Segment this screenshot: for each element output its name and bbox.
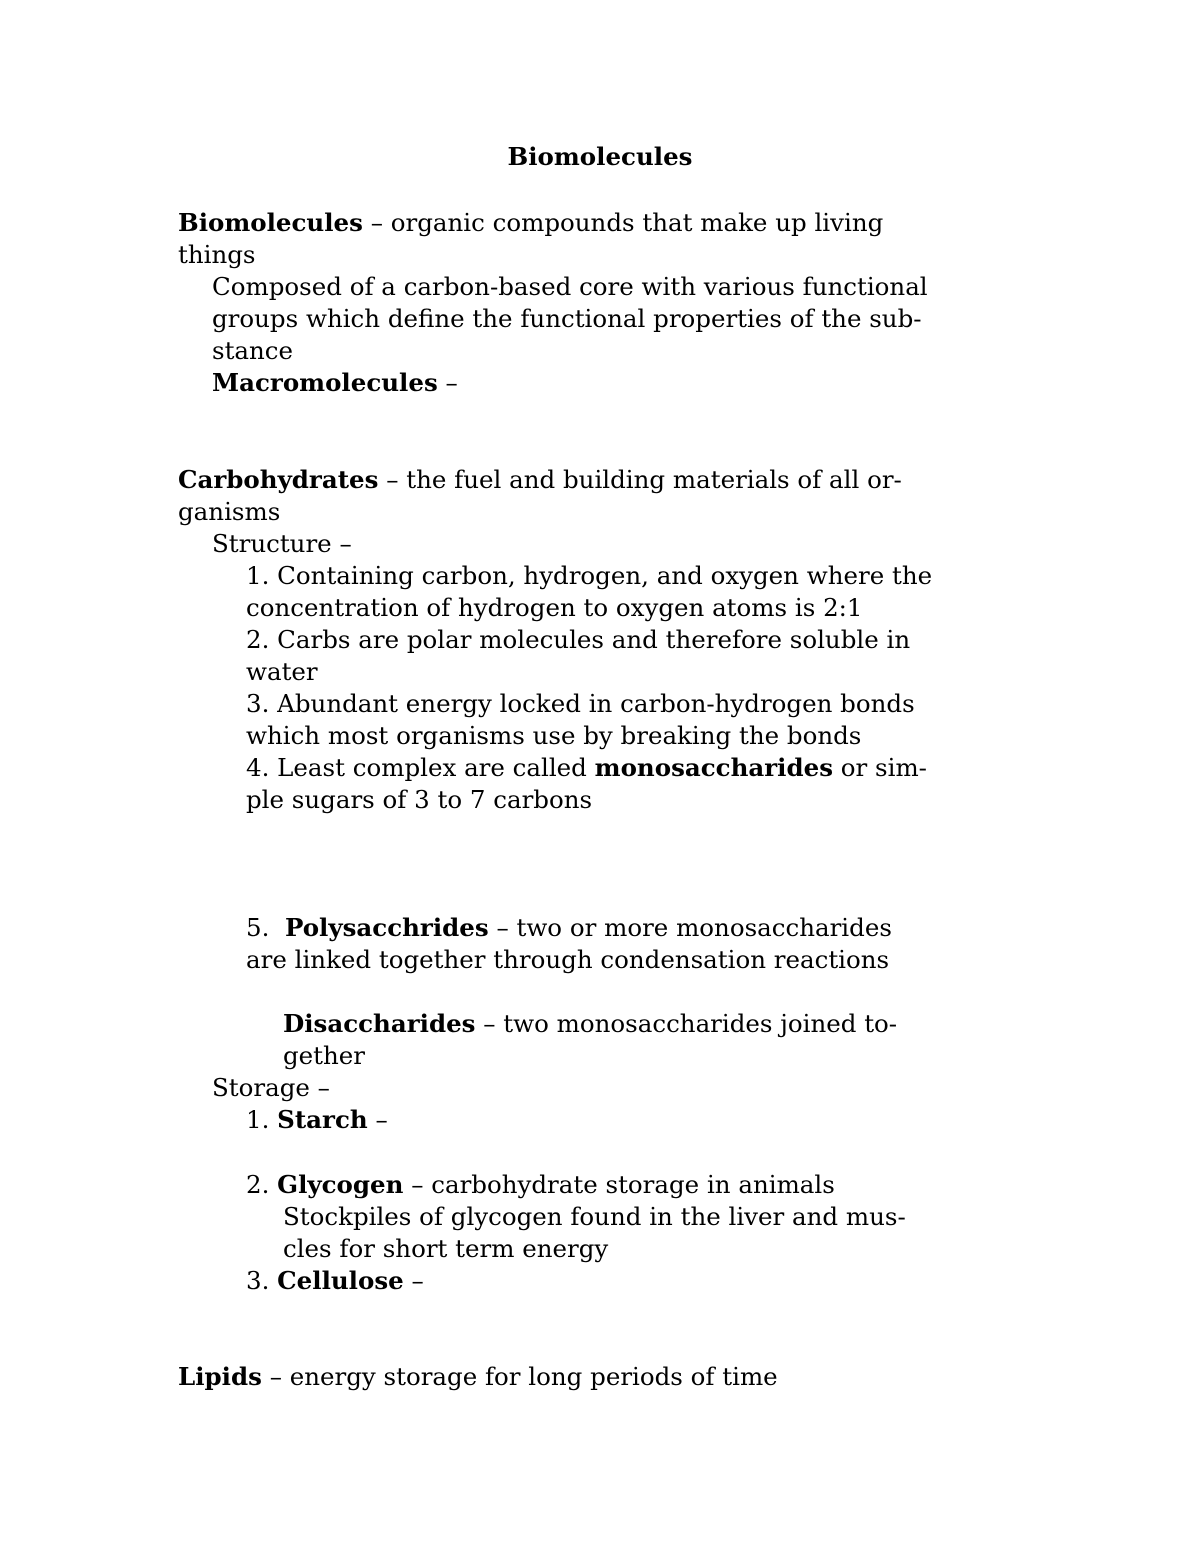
structure-item-4-line-2: ple sugars of 3 to 7 carbons [246,785,593,814]
cellulose-term: Cellulose [277,1266,404,1295]
glycogen-line-2: Stockpiles of glycogen found in the liver and mus- [283,1202,906,1231]
storage-item-2-num: 2. [246,1170,278,1199]
glycogen-def: – carbohydrate storage in animals [403,1170,835,1199]
composed-line-3: stance [212,336,294,365]
structure-item-1-line-2: concentration of hydrogen to oxygen atoms is 2:1 [246,593,863,622]
carbohydrates-def-text: – the fuel and building materials of all or- [378,465,902,494]
starch-def: – [367,1105,388,1134]
item-5-prefix: 5. [246,913,285,942]
biomolecules-def-text: – organic compounds that make up living [362,208,884,237]
structure-item-3-line-2: which most organisms use by breaking the bonds [246,721,862,750]
structure-item-3-line-1: 3. Abundant energy locked in carbon-hydrogen bonds [246,689,915,718]
structure-item-1-line-1: 1. Containing carbon, hydrogen, and oxygen where the [246,561,933,590]
lipids-def-text: – energy storage for long periods of time [261,1362,778,1391]
structure-item-2-line-1: 2. Carbs are polar molecules and therefore soluble in [246,625,911,654]
monosaccharides-term: monosaccharides [594,753,833,782]
glycogen-line-3: cles for short term energy [283,1234,609,1263]
macromolecules-def-text: – [437,368,458,397]
carbohydrates-term: Carbohydrates [178,465,379,494]
storage-label: Storage – [212,1073,330,1102]
page-title: Biomolecules [507,142,693,171]
composed-line-1: Composed of a carbon-based core with various functional [212,272,928,301]
storage-item-glycogen [246,1169,835,1201]
carbohydrates-def-cont: ganisms [178,497,281,526]
disaccharides-definition [283,1008,897,1040]
composed-line-2: groups which define the functional properties of the sub- [212,304,922,333]
glycogen-term: Glycogen [277,1170,404,1199]
cellulose-def: – [403,1266,424,1295]
biomolecules-term: Biomolecules [178,208,363,237]
disaccharides-def-text: – two monosaccharides joined to- [475,1009,898,1038]
carbohydrates-definition [178,464,902,496]
structure-item-2-line-2: water [246,657,318,686]
storage-item-cellulose [246,1265,424,1297]
starch-term: Starch [277,1105,368,1134]
disaccharides-def-cont: gether [283,1041,366,1070]
macromolecules-definition [212,367,458,399]
item-4-prefix: 4. Least complex are called [246,753,595,782]
disaccharides-term: Disaccharides [283,1009,476,1038]
storage-item-starch [246,1104,388,1136]
macromolecules-term: Macromolecules [212,368,438,397]
structure-label: Structure – [212,529,352,558]
storage-item-3-num: 3. [246,1266,278,1295]
item-5-suffix: – two or more monosaccharides [488,913,892,942]
item-4-suffix: or sim- [833,753,927,782]
structure-item-4-line-1 [246,752,927,784]
structure-item-5-line-2: are linked together through condensation reactions [246,945,890,974]
storage-item-1-num: 1. [246,1105,278,1134]
structure-item-5-line-1 [246,912,892,944]
biomolecules-definition [178,207,883,239]
biomolecules-def-cont: things [178,240,256,269]
lipids-definition [178,1361,778,1393]
polysacchrides-term: Polysacchrides [284,913,489,942]
lipids-term: Lipids [178,1362,262,1391]
